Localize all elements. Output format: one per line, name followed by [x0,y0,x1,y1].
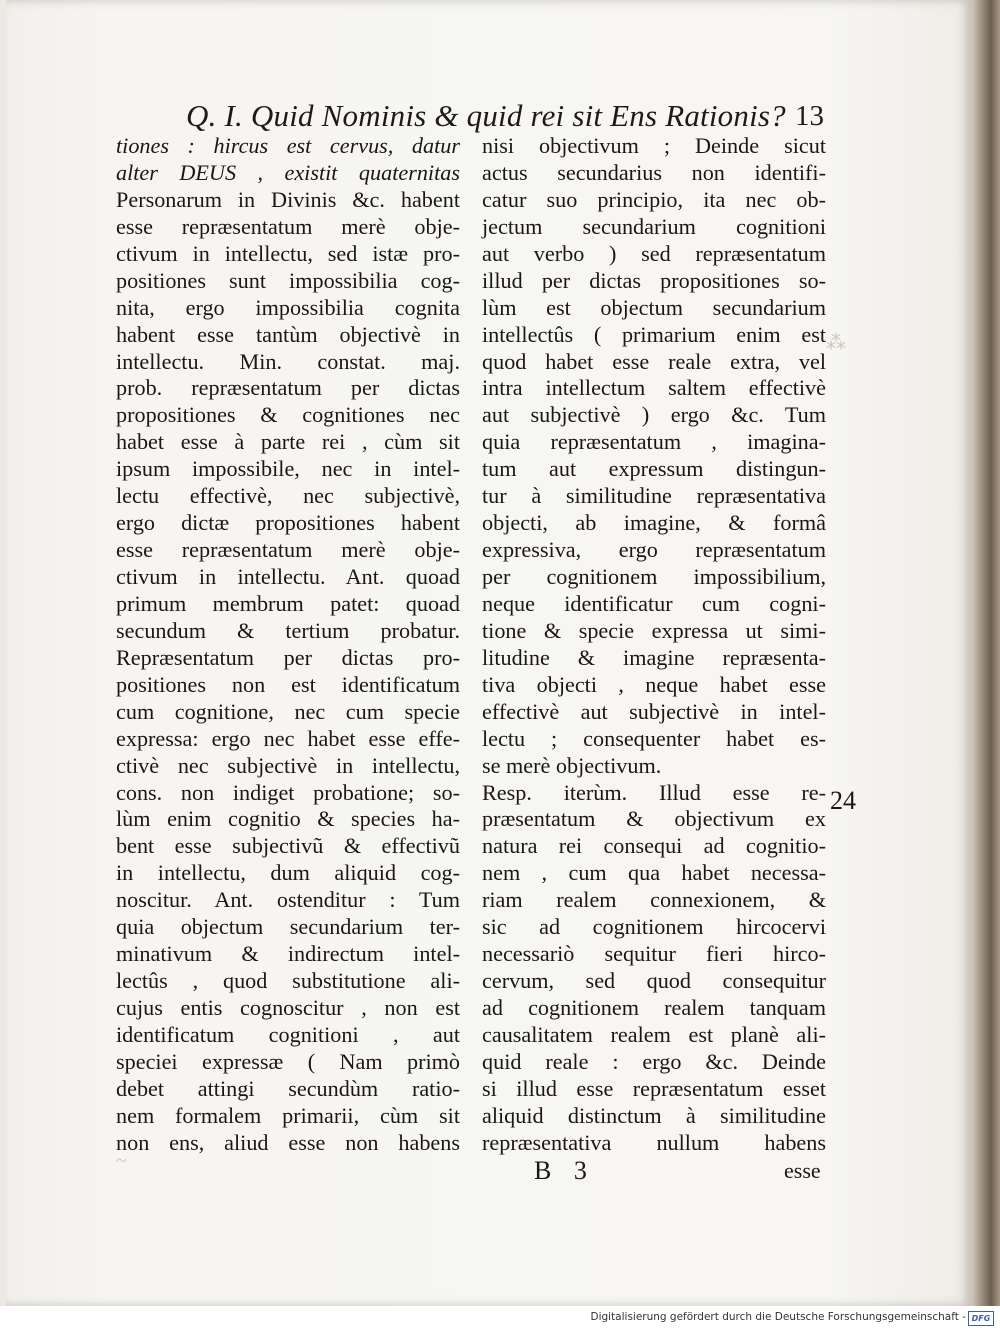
text-line: cervum, sed quod consequitur [482,968,826,994]
running-head: Q. I. Quid Nominis & quid rei sit Ens Rationis? [186,98,786,133]
text-line: ad cognitionem realem tanquam [482,995,826,1020]
text-line: tione & specie expressa ut simi- [482,617,826,643]
text-line: speciei expressæ ( Nam primò [116,1048,460,1074]
text-line: non ens, aliud esse non habens [116,1129,460,1155]
text-line: tiones : hircus est cervus, datur [116,133,460,158]
text-line: ipsum impossibile, nec in intel- [116,456,460,482]
catchword: esse [784,1158,821,1183]
text-line: præsentatum & objectivum ex [482,806,826,832]
text-line: illud per dictas propositiones so- [482,267,826,293]
text-line: nisi objectivum ; Deinde sicut [482,133,826,158]
text-line: intra intellectum saltem effectivè [482,375,826,401]
text-line: causalitatem realem est planè ali- [482,1021,826,1047]
book-edge [970,0,1000,1306]
footer-bar [0,1306,1000,1331]
text-line: objecti, ab imagine, & formâ [482,510,826,536]
text-line: expressiva, ergo repræsentatum [482,537,826,563]
text-line: actus secundarius non identifi- [482,159,826,185]
text-line: nem , cum qua habet necessa- [482,860,826,886]
text-line: quia repræsentatum , imagina- [482,429,826,455]
bleed-through-mark: ⁂ [826,332,846,354]
text-line: intellectûs ( primarium enim est [482,321,826,347]
text-line: Resp. iterùm. Illud esse re- [482,779,826,805]
text-line: expressa: ergo nec habet esse effe- [116,725,460,751]
text-line: positiones non est identificatum [116,671,460,697]
text-line: quia objectum secundarium ter- [116,914,460,940]
text-line: tur à similitudine repræsentativa [482,483,826,509]
text-line: catur suo principio, ita nec ob- [482,186,826,212]
text-line: lùm est objectum secundarium [482,294,826,320]
text-line: ctivum in intellectu. Ant. quoad [116,564,460,589]
text-line: tum aut expressum distingun- [482,456,826,482]
text-line: nem formalem primarii, cùm sit [116,1102,460,1128]
text-line: Repræsentatum per dictas pro- [116,644,460,670]
text-line: habent esse tantùm objectivè in [116,321,460,347]
margin-note: 24 [830,786,856,815]
text-line: Personarum in Divinis &c. habent [116,186,460,212]
text-line: aliquid distinctum à similitudine [482,1102,826,1128]
text-line: aut subjectivè ) ergo &c. Tum [482,402,826,428]
signature-mark: B 3 [534,1156,595,1185]
funding-credit: Digitalisierung gefördert durch die Deutsche Forschungsgemeinschaft - [590,1311,966,1323]
text-line: habet esse à parte rei , cùm sit [116,429,460,455]
text-line: nita, ergo impossibilia cognita [116,294,460,320]
text-line: identificatum cognitioni , aut [116,1021,460,1047]
text-line: cons. non indiget probatione; so- [116,779,460,805]
text-line: propositiones & cognitiones nec [116,402,460,428]
text-line: sic ad cognitionem hircocervi [482,914,826,940]
text-line: neque identificatur cum cogni- [482,590,826,616]
text-line: riam realem connexionem, & [482,887,826,913]
text-line: lectu ; consequenter habet es- [482,725,826,751]
text-line: ctivè nec subjectivè in intellectu, [116,752,460,778]
text-line: bent esse subjectivũ & effectivũ [116,833,460,859]
text-line: prob. repræsentatum per dictas [116,375,460,401]
text-line: noscitur. Ant. ostenditur : Tum [116,887,460,913]
text-line: tiva objecti , neque habet esse [482,671,826,697]
text-line: positiones sunt impossibilia cog- [116,267,460,293]
text-line: ergo dictæ propositiones habent [116,510,460,536]
text-line: debet attingi secundùm ratio- [116,1075,460,1101]
text-line: litudine & imagine repræsenta- [482,644,826,670]
text-line: jectum secundarium cognitioni [482,213,826,239]
text-line: minativum & indirectum intel- [116,941,460,967]
text-line: effectivè aut subjectivè in intel- [482,698,826,724]
text-line: esse repræsentatum merè obje- [116,213,460,239]
text-line: quid reale : ergo &c. Deinde [482,1048,826,1074]
text-line: se merè objectivum. [482,752,662,778]
text-line: cujus entis cognoscitur , non est [116,995,460,1020]
bleed-through-mark: ~ [116,1150,127,1172]
text-line: si illud esse repræsentatum esset [482,1075,826,1101]
text-line: ctivum in intellectu, sed istæ pro- [116,240,460,266]
text-line: lectu effectivè, nec subjectivè, [116,483,460,509]
text-line: intellectu. Min. constat. maj. [116,348,460,374]
text-line: quod habet esse reale extra, vel [482,348,826,374]
text-line: secundum & tertium probatur. [116,617,460,643]
text-line: esse repræsentatum merè obje- [116,537,460,563]
text-line: in intellectu, dum aliquid cog- [116,860,460,886]
text-line: lectûs , quod substitutione ali- [116,968,460,994]
text-line: cum cognitione, nec cum specie [116,698,460,724]
text-line: per cognitionem impossibilium, [482,564,826,589]
left-text-column [116,133,460,1157]
right-text-column [482,133,826,1157]
dfg-logo: DFG [968,1311,994,1326]
page-number: 13 [795,100,824,132]
text-line: aut verbo ) sed repræsentatum [482,240,826,266]
text-line: natura rei consequi ad cognitio- [482,833,826,859]
text-line: lùm enim cognitio & species ha- [116,806,460,832]
text-line: alter DEUS , existit quaternitas [116,159,460,185]
text-line: primum membrum patet: quoad [116,590,460,616]
text-line: repræsentativa nullum habens [482,1129,826,1155]
text-line: necessariò sequitur fieri hirco- [482,941,826,967]
